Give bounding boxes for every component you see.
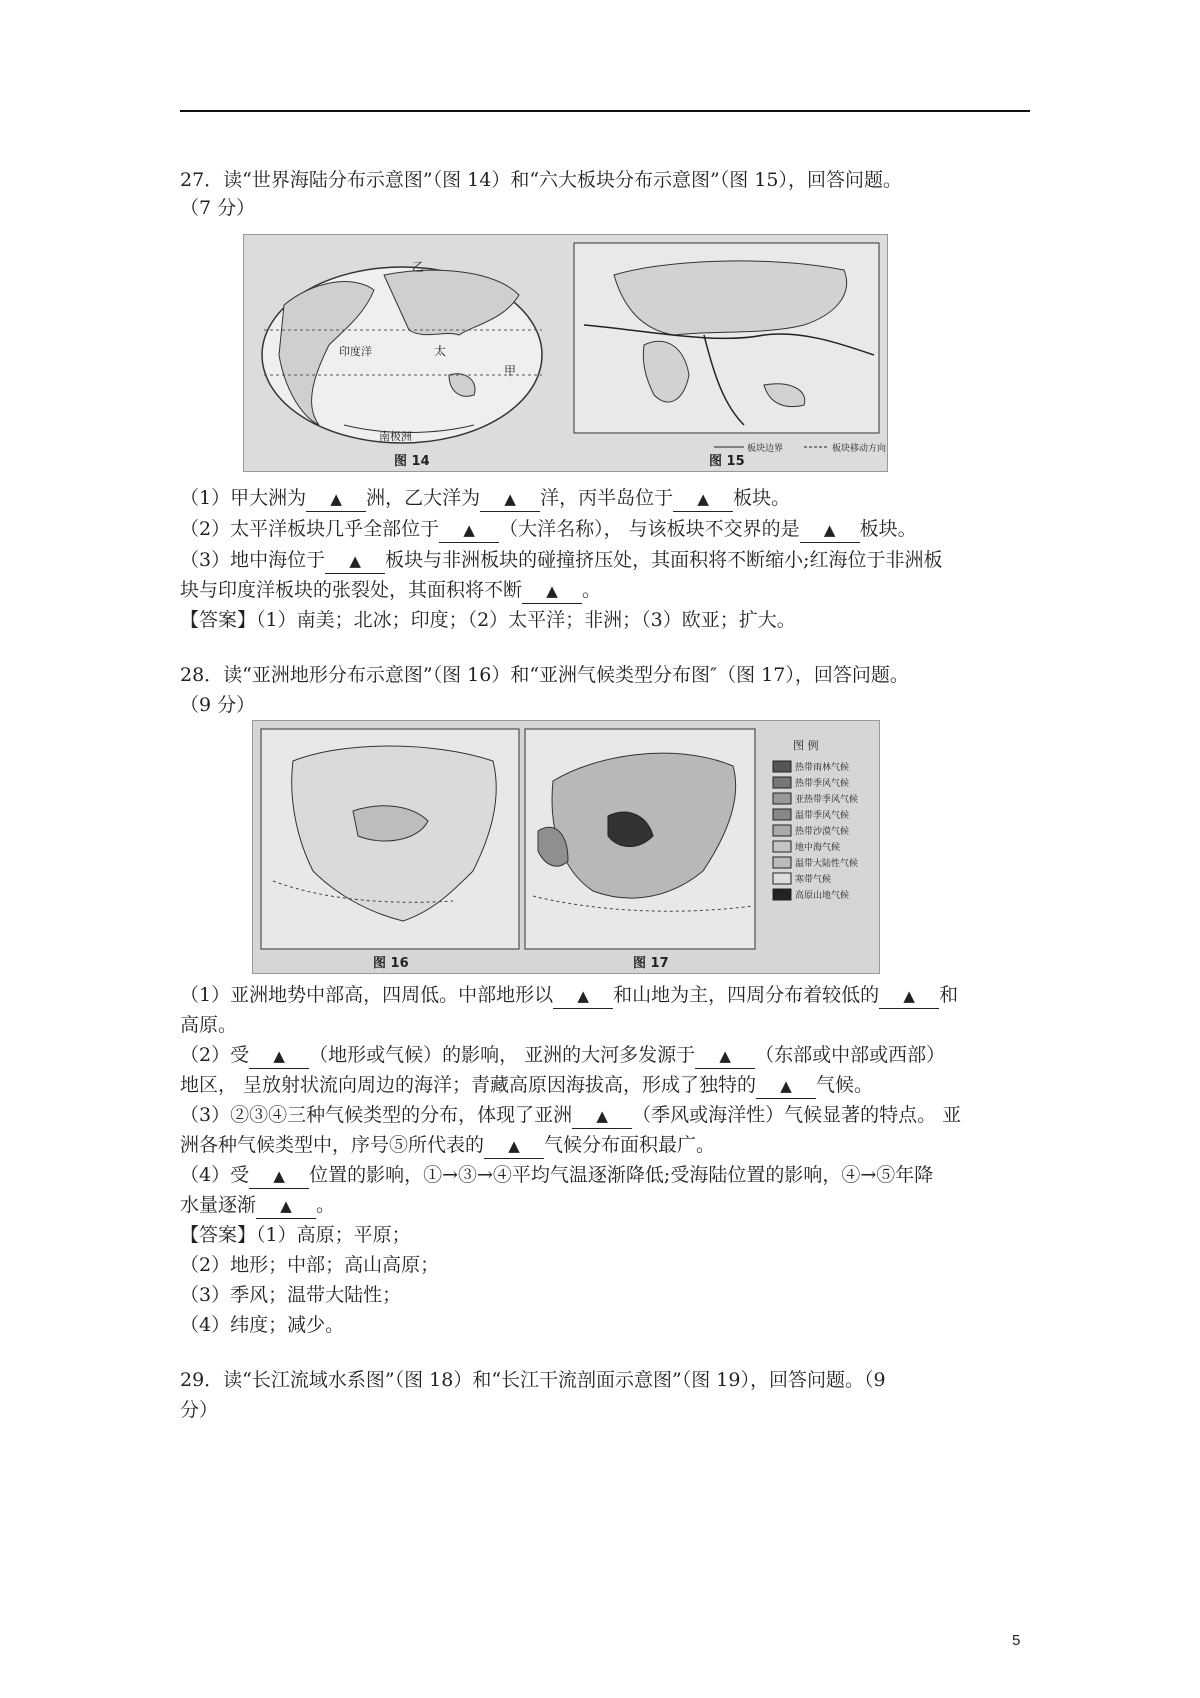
answer-blank[interactable]: ▲ <box>572 1103 632 1129</box>
q27-sub3-line2 <box>180 575 1030 605</box>
q28-sub1-line1 <box>180 980 1030 1010</box>
q28-sub1-text-c: 和 <box>939 984 959 1006</box>
q28-sub3-text-a: （3）②③④三种气候类型的分布，体现了亚洲 <box>180 1104 573 1126</box>
fig14-label-antarctica: 南极洲 <box>379 430 412 443</box>
q27-sub2-text-b: （大洋名称）， 与该板块不交界的是 <box>499 518 800 540</box>
q28-sub3-text-b: （季风或海洋性）气候显著的特点。 亚 <box>632 1104 962 1126</box>
legend-item: 寒带气候 <box>795 875 832 885</box>
fig14-label-indian-ocean: 印度洋 <box>339 345 372 358</box>
answer-blank[interactable]: ▲ <box>800 517 860 543</box>
q28-answer-line2: （2）地形；中部；高山高原； <box>180 1254 440 1276</box>
q28-sub4-text-c: 水量逐渐 <box>180 1194 257 1216</box>
q28-answer-line1: 【答案】（1）高原；平原； <box>180 1224 411 1246</box>
legend-item: 高原山地气候 <box>795 891 850 901</box>
fig14-label-jia: 甲 <box>504 364 517 378</box>
q28-sub3-line2 <box>180 1130 1030 1160</box>
figure-14-15-photo <box>243 234 888 472</box>
q27-figures <box>243 234 888 472</box>
figure-16-17-photo <box>252 720 880 974</box>
legend-item: 温带大陆性气候 <box>795 859 859 869</box>
q27-answer: 【答案】（1）南美；北冰；印度；（2）太平洋；非洲；（3）欧亚；扩大。 <box>180 609 796 631</box>
q29-stem-line1: 29．读“长江流域水系图”（图 18）和“长江干流剖面示意图”（图 19），回答问题。（9 <box>180 1369 886 1391</box>
q28-sub2-text-c: （东部或中部或西部） <box>755 1044 946 1066</box>
answer-blank[interactable]: ▲ <box>484 1133 544 1159</box>
q27-sub2-text-a: （2）太平洋板块几乎全部位于 <box>180 518 440 540</box>
legend-item: 亚热带季风气候 <box>795 795 859 805</box>
q27-sub3-line1 <box>180 545 1030 575</box>
fig15-legend-direction: 板块移动方向 <box>832 444 887 454</box>
q28-sub2-line1 <box>180 1040 1030 1070</box>
answer-blank[interactable]: ▲ <box>249 1163 309 1189</box>
fig15-legend-boundary: 板块边界 <box>747 444 784 454</box>
figure-17-caption: 图 17 <box>633 956 669 971</box>
q27-stem-line2: （7 分） <box>180 197 256 219</box>
legend-item: 热带沙漠气候 <box>795 827 850 837</box>
answer-blank[interactable]: ▲ <box>673 486 733 512</box>
header-rule <box>180 110 1030 112</box>
q28-answer-line4: （4）纬度；减少。 <box>180 1314 345 1336</box>
answer-blank[interactable]: ▲ <box>553 983 613 1009</box>
legend-item: 温带季风气候 <box>795 811 850 821</box>
world-maps-graphic <box>244 235 887 471</box>
q28-sub3-text-c: 洲各种气候类型中，序号⑤所代表的 <box>180 1134 485 1156</box>
q27-sub3-text-d: 。 <box>582 579 602 601</box>
q29-stem-line2: 分） <box>180 1399 219 1421</box>
q27-sub1-text-a: （1）甲大洲为 <box>180 487 307 509</box>
q28-sub2-text-e: 气候。 <box>816 1074 874 1096</box>
q28-sub2-text-d: 地区， 呈放射状流向周边的海洋；青藏高原因海拔高，形成了独特的 <box>180 1074 757 1096</box>
q28-sub2-line2 <box>180 1070 1030 1100</box>
q28-sub4-text-b: 位置的影响，①→③→④平均气温逐渐降低;受海陆位置的影响，④→⑤年降 <box>309 1164 934 1186</box>
legend-item: 地中海气候 <box>795 843 841 853</box>
fig17-legend-title: 图 例 <box>793 739 819 752</box>
q27-stem-line1: 27．读“世界海陆分布示意图”（图 14）和“六大板块分布示意图”（图 15），回答问题。 <box>180 169 902 191</box>
q28-sub3-text-d: 气候分布面积最广。 <box>544 1134 716 1156</box>
answer-blank[interactable]: ▲ <box>522 578 582 604</box>
q28-sub2-text-b: （地形或气候）的影响， 亚洲的大河多发源于 <box>309 1044 696 1066</box>
answer-blank[interactable]: ▲ <box>256 1193 316 1219</box>
answer-blank[interactable]: ▲ <box>879 983 939 1009</box>
q28-figures <box>252 720 880 974</box>
q27-sub1-text-b: 洲，乙大洋为 <box>366 487 481 509</box>
q27-sub3-text-b: 板块与非洲板块的碰撞挤压处，其面积将不断缩小;红海位于非洲板 <box>385 549 943 571</box>
answer-blank[interactable]: ▲ <box>695 1043 755 1069</box>
figure-15-caption: 图 15 <box>709 454 745 469</box>
q27-sub1-text-c: 洋，丙半岛位于 <box>540 487 674 509</box>
asia-maps-graphic <box>253 721 879 973</box>
page-number: 5 <box>1012 1632 1021 1649</box>
q28-stem-line2: （9 分） <box>180 694 256 716</box>
q27-sub2 <box>180 514 1030 544</box>
q28-sub1-line2: 高原。 <box>180 1014 238 1036</box>
legend-item: 热带雨林气候 <box>795 763 850 773</box>
q27-sub3-text-a: （3）地中海位于 <box>180 549 326 571</box>
q28-sub4-text-a: （4）受 <box>180 1164 250 1186</box>
legend-item: 热带季风气候 <box>795 779 850 789</box>
answer-blank[interactable]: ▲ <box>439 517 499 543</box>
q28-sub3-line1 <box>180 1100 1030 1130</box>
q27-sub3-text-c: 块与印度洋板块的张裂处，其面积将不断 <box>180 579 523 601</box>
figure-16-caption: 图 16 <box>373 956 409 971</box>
q27-sub1-text-d: 板块。 <box>733 487 791 509</box>
fig14-label-pacific: 太 <box>434 344 447 358</box>
answer-blank[interactable]: ▲ <box>756 1073 816 1099</box>
q28-sub1-text-b: 和山地为主，四周分布着较低的 <box>613 984 880 1006</box>
answer-blank[interactable]: ▲ <box>325 548 385 574</box>
q27-sub2-text-c: 板块。 <box>859 518 917 540</box>
q27-sub1 <box>180 483 1030 513</box>
q28-sub2-text-a: （2）受 <box>180 1044 250 1066</box>
q28-sub4-line1 <box>180 1160 1030 1190</box>
q28-sub1-text-a: （1）亚洲地势中部高，四周低。中部地形以 <box>180 984 554 1006</box>
q28-answer-line3: （3）季风；温带大陆性； <box>180 1284 402 1306</box>
q28-sub4-line2 <box>180 1190 1030 1220</box>
fig14-label-yi: 乙 <box>412 260 425 274</box>
q28-stem-line1: 28．读“亚洲地形分布示意图”（图 16）和“亚洲气候类型分布图″（图 17），回答问题。 <box>180 664 909 686</box>
figure-14-caption: 图 14 <box>394 454 430 469</box>
answer-blank[interactable]: ▲ <box>480 486 540 512</box>
q28-sub4-text-d: 。 <box>316 1194 336 1216</box>
answer-blank[interactable]: ▲ <box>306 486 366 512</box>
answer-blank[interactable]: ▲ <box>249 1043 309 1069</box>
